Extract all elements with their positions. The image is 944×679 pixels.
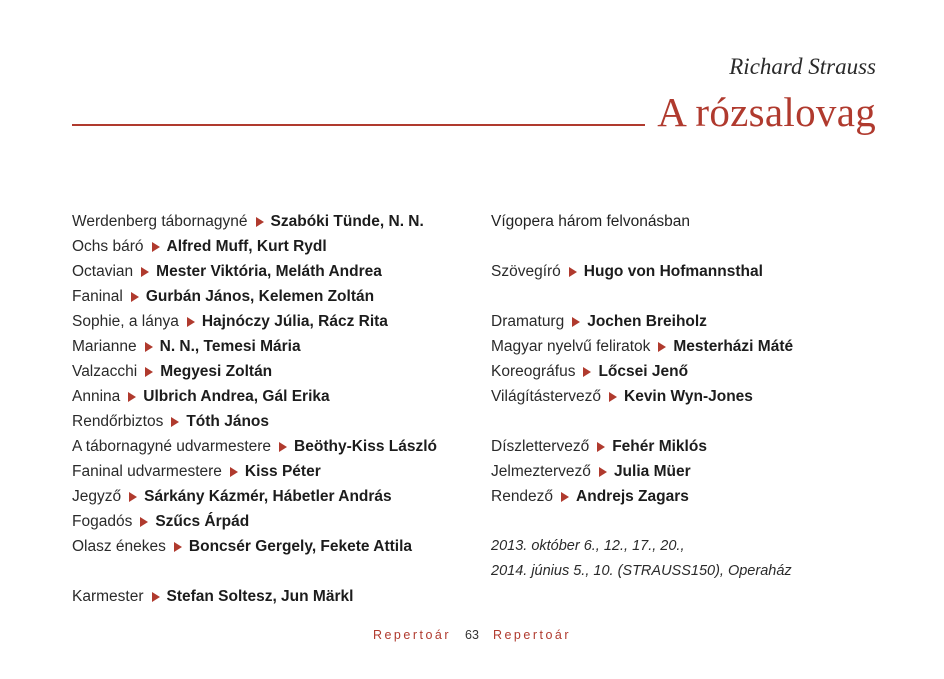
cast-row [72,209,472,234]
arrow-icon [171,417,179,427]
page-title: A rózsalovag [657,89,876,135]
performer-names: Ulbrich Andrea, Gál Erika [143,388,330,405]
arrow-icon [174,542,182,552]
credit-row [491,309,911,334]
performer-names: Kevin Wyn-Jones [624,388,753,405]
credit-name: Hugo von Hofmannsthal [583,263,763,280]
role-label: Jelmeztervező [491,463,591,480]
arrow-icon [569,267,577,277]
arrow-icon [131,292,139,302]
performer-names: Lőcsei Jenő [598,363,689,380]
performer-names: Kiss Péter [244,463,321,480]
cast-row [72,509,472,534]
performer-names: N. N., Temesi Mária [159,338,301,355]
performer-names: Fehér Miklós [612,438,707,455]
role-label: Dramaturg [491,313,565,330]
footer-section-left: Repertoár [372,628,452,642]
arrow-icon [230,467,238,477]
cast-row [72,334,472,359]
performer-names: Boncsér Gergely, Fekete Attila [188,538,413,555]
arrow-icon [128,392,136,402]
credit-row [491,484,911,509]
role-label: Faninal udvarmestere [72,463,222,480]
performer-names: Andrejs Zagars [576,488,689,505]
role-label: Koreográfus [491,363,576,380]
arrow-icon [599,467,607,477]
performer-names: Sárkány Kázmér, Hábetler András [144,488,392,505]
page-footer [0,628,944,642]
cast-list [72,209,472,609]
arrow-icon [140,517,148,527]
performer-names: Megyesi Zoltán [160,363,273,380]
composer-name: Richard Strauss [729,54,876,79]
cast-row [72,259,472,284]
role-label: Rendező [491,488,554,505]
performer-names: Gurbán János, Kelemen Zoltán [145,288,375,305]
footer-section-right: Repertoár [492,628,572,642]
credit-row [491,434,911,459]
work-subtitle: Vígopera három felvonásban [491,213,691,230]
role-label: Díszlettervező [491,438,590,455]
role-label: Fogadós [72,513,133,530]
cast-row [72,384,472,409]
arrow-icon [152,242,160,252]
performer-names: Hajnóczy Júlia, Rácz Rita [201,313,388,330]
role-label: Karmester [72,588,144,605]
conductor-line [72,584,472,609]
cast-row [72,434,472,459]
arrow-icon [256,217,264,227]
cast-row [72,359,472,384]
arrow-icon [658,342,666,352]
spacer [72,559,472,584]
performer-names: Stefan Soltesz, Jun Märkl [166,588,354,605]
credit-row [491,459,911,484]
role-label: A tábornagyné udvarmestere [72,438,272,455]
cast-row [72,284,472,309]
role-label: Faninal [72,288,123,305]
cast-row [72,534,472,559]
performer-names: Mesterházi Máté [673,338,794,355]
role-label: Werdenberg tábornagyné [72,213,248,230]
performer-names: Beöthy-Kiss László [294,438,438,455]
role-label: Jegyző [72,488,122,505]
role-label: Olasz énekes [72,538,166,555]
role-label: Ochs báró [72,238,144,255]
performer-names: Szabóki Tünde, N. N. [270,213,424,230]
performer-names: Julia Müer [613,463,691,480]
production-info [491,209,911,584]
arrow-icon [145,342,153,352]
title-rule [72,124,645,126]
arrow-icon [152,592,160,602]
credit-row [491,334,911,359]
arrow-icon [561,492,569,502]
cast-row [72,484,472,509]
performer-names: Jochen Breiholz [587,313,707,330]
role-label: Annina [72,388,121,405]
performer-names: Alfred Muff, Kurt Rydl [166,238,327,255]
arrow-icon [141,267,149,277]
cast-row [72,409,472,434]
arrow-icon [187,317,195,327]
role-label: Magyar nyelvű feliratok [491,338,651,355]
arrow-icon [597,442,605,452]
role-label: Octavian [72,263,134,280]
performer-names: Tóth János [186,413,269,430]
cast-row [72,309,472,334]
librettist-line [491,259,911,284]
credit-row [491,384,911,409]
credit-row [491,359,911,384]
cast-row [72,459,472,484]
role-label: Szövegíró [491,263,561,280]
performance-dates-1: 2013. október 6., 12., 17., 20., [491,538,685,554]
arrow-icon [129,492,137,502]
role-label: Világítástervező [491,388,601,405]
cast-row [72,234,472,259]
performer-names: Mester Viktória, Meláth Andrea [156,263,382,280]
role-label: Sophie, a lánya [72,313,179,330]
page-number: 63 [465,628,479,642]
role-label: Marianne [72,338,137,355]
role-label: Valzacchi [72,363,138,380]
arrow-icon [583,367,591,377]
arrow-icon [609,392,617,402]
arrow-icon [279,442,287,452]
role-label: Rendőrbiztos [72,413,164,430]
performance-dates-2: 2014. június 5., 10. (STRAUSS150), Operaház [491,563,792,579]
arrow-icon [572,317,580,327]
arrow-icon [145,367,153,377]
performer-names: Szűcs Árpád [155,513,250,530]
